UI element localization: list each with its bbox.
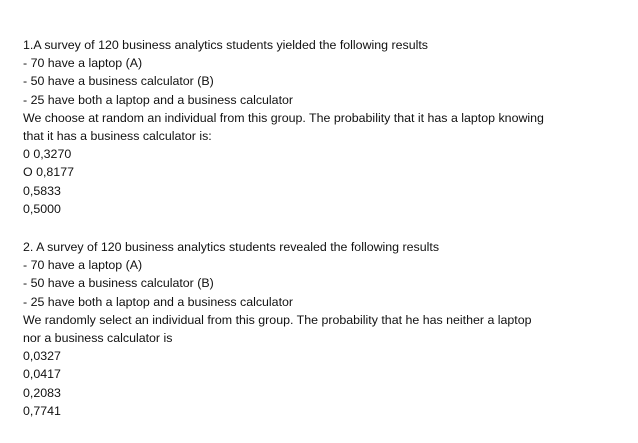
question-2-fact-laptop: - 70 have a laptop (A) bbox=[23, 258, 143, 273]
question-2-option-3[interactable]: 0,2083 bbox=[23, 385, 61, 400]
question-1-option-3[interactable]: 0,5833 bbox=[23, 183, 61, 198]
question-1-option-2[interactable]: O 0,8177 bbox=[23, 165, 74, 180]
question-1 bbox=[23, 36, 623, 218]
question-2-prompt: We randomly select an individual from this group. The probability that he has neither a laptop bbox=[23, 312, 532, 327]
question-1-option-4[interactable]: 0,5000 bbox=[23, 201, 61, 216]
document-body bbox=[23, 36, 623, 420]
question-2-title: 2. A survey of 120 business analytics students revealed the following results bbox=[23, 240, 440, 255]
question-2 bbox=[23, 238, 623, 420]
question-1-fact-both: - 25 have both a laptop and a business calculator bbox=[23, 92, 294, 107]
question-1-option-1[interactable]: 0 0,3270 bbox=[23, 147, 72, 162]
question-2-option-2[interactable]: 0,0417 bbox=[23, 367, 61, 382]
question-2-options bbox=[23, 347, 623, 420]
question-1-fact-calculator: - 50 have a business calculator (B) bbox=[23, 74, 214, 89]
question-2-prompt-continued: nor a business calculator is bbox=[23, 331, 173, 346]
question-1-fact-laptop: - 70 have a laptop (A) bbox=[23, 56, 143, 71]
question-1-prompt: We choose at random an individual from this group. The probability that it has a laptop knowing bbox=[23, 110, 544, 125]
question-2-fact-calculator: - 50 have a business calculator (B) bbox=[23, 276, 214, 291]
question-1-title: 1.A survey of 120 business analytics students yielded the following results bbox=[23, 38, 428, 52]
question-2-option-1[interactable]: 0,0327 bbox=[23, 349, 61, 364]
question-2-fact-both: - 25 have both a laptop and a business calculator bbox=[23, 294, 294, 309]
question-1-options bbox=[23, 145, 623, 218]
question-1-prompt-continued: that it has a business calculator is: bbox=[23, 129, 212, 144]
question-2-option-4[interactable]: 0,7741 bbox=[23, 403, 61, 418]
